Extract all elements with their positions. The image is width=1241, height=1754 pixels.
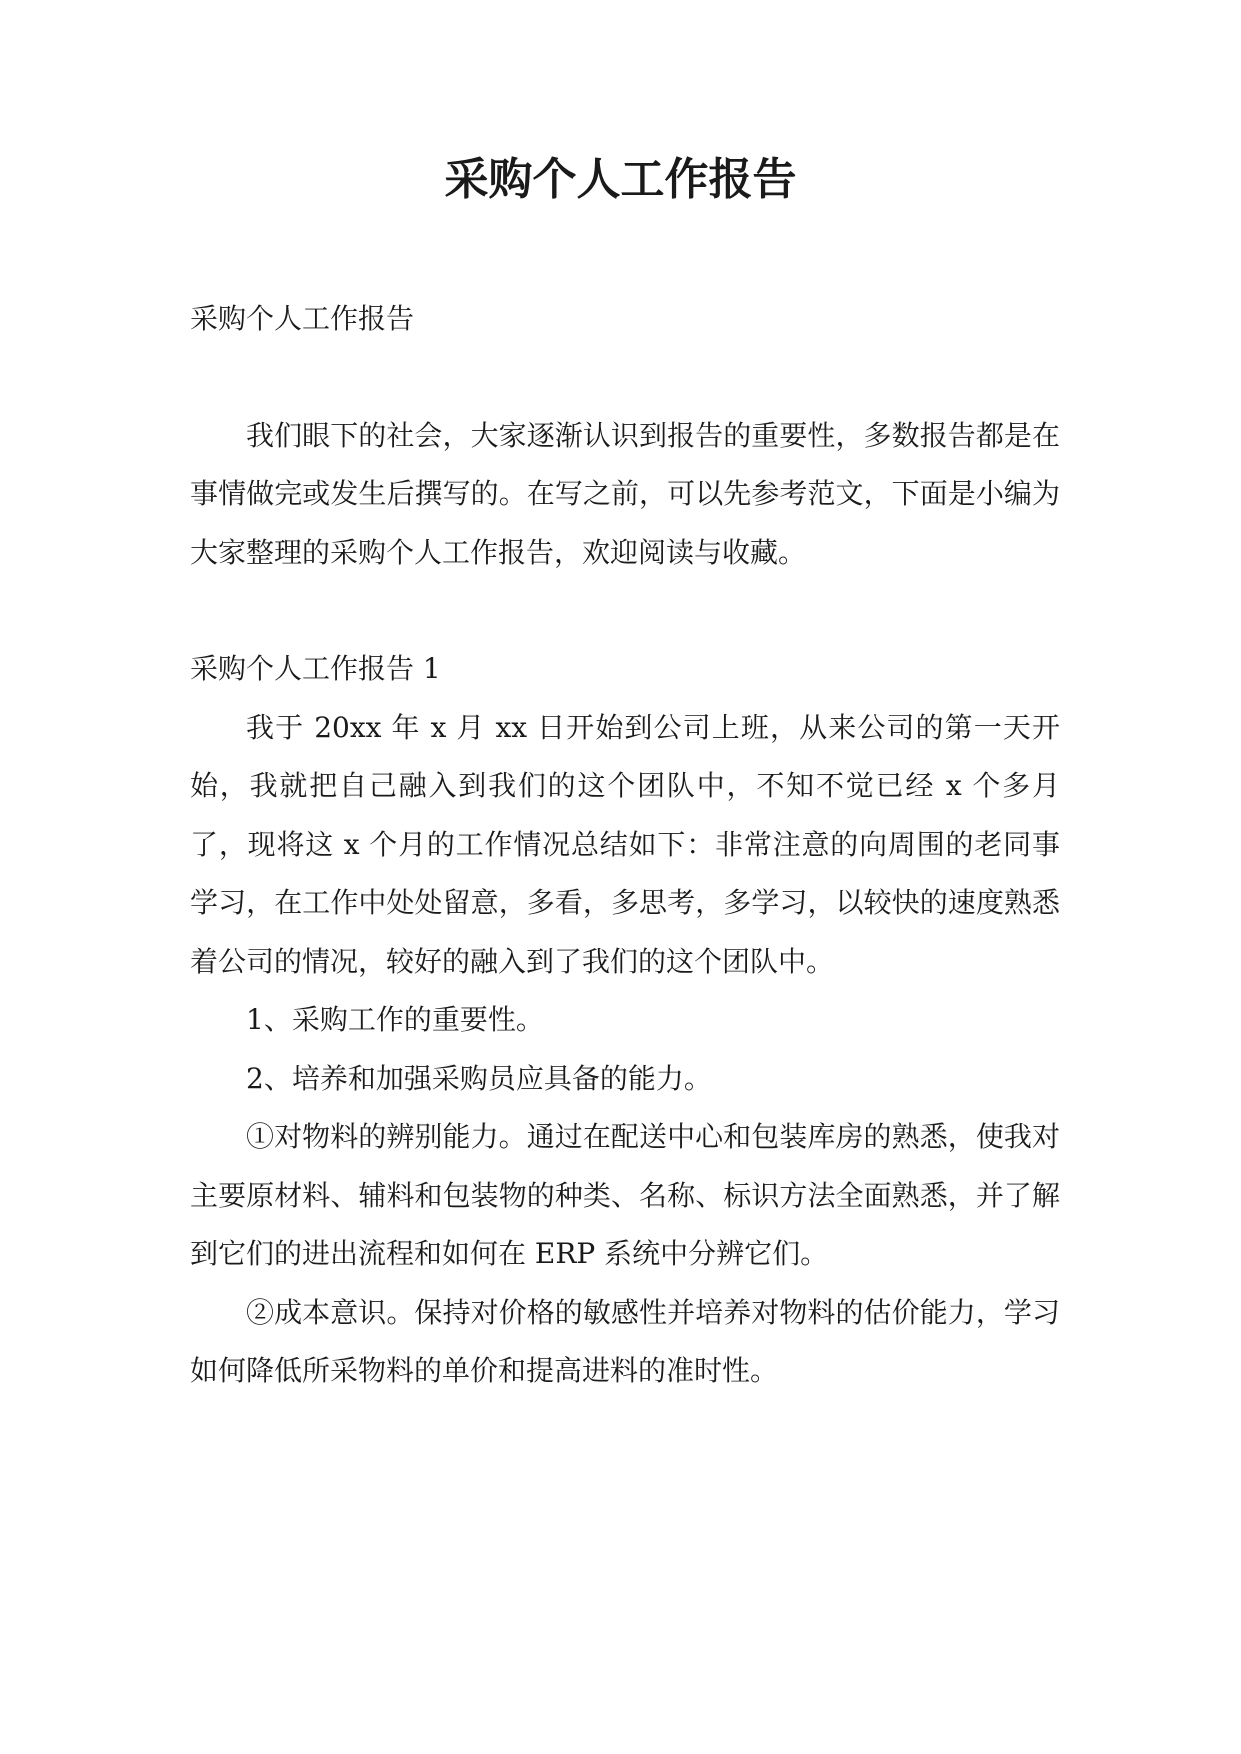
sub-item-cost-awareness: ②成本意识。保持对价格的敏感性并培养对物料的估价能力，学习如何降低所采物料的单价和提高进料的准时性。 — [190, 1295, 1060, 1387]
body-paragraph: 我于 20xx 年 x 月 xx 日开始到公司上班，从来公司的第一天开始，我就把自己融入到我们的这个团队中，不知不觉已经 x 个多月了，现将这 x 个月的工作情况总结如下：非常注意的向周围的老同事学习，在工作中处处留意，多看，多思考，多学习，以较快的速度熟悉着公司的情况，较好的融入到了我们的这个团队中。 — [190, 710, 1060, 978]
document-title: 采购个人工作报告 — [444, 154, 797, 205]
list-item-importance: 1、采购工作的重要性。 — [246, 1003, 544, 1036]
list-item-abilities: 2、培养和加强采购员应具备的能力。 — [246, 1061, 712, 1095]
document-body — [190, 290, 1060, 1401]
intro-paragraph: 我们眼下的社会，大家逐渐认识到报告的重要性，多数报告都是在事情做完或发生后撰写的。在写之前，可以先参考范文，下面是小编为大家整理的采购个人工作报告，欢迎阅读与收藏。 — [190, 418, 1060, 569]
document-subtitle: 采购个人工作报告 — [190, 302, 415, 335]
section-heading: 采购个人工作报告 1 — [190, 652, 441, 685]
sub-item-material-identification: ①对物料的辨别能力。通过在配送中心和包装库房的熟悉，使我对主要原材料、辅料和包装物的种类、名称、标识方法全面熟悉，并了解到它们的进出流程和如何在 ERP 系统中分辨它们。 — [190, 1120, 1060, 1270]
